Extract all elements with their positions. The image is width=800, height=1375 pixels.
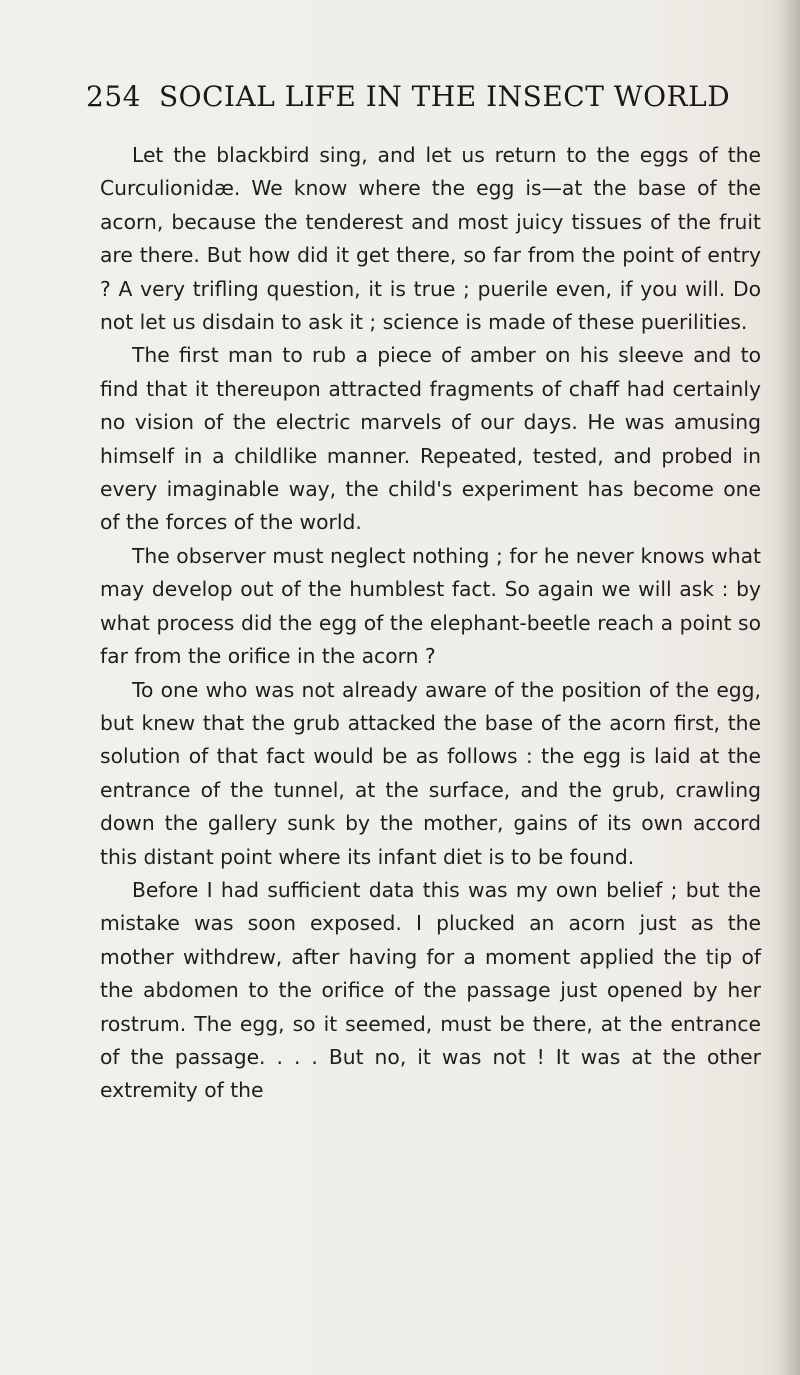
page-number: 254	[86, 80, 141, 113]
page-edge-shadow	[778, 0, 800, 1375]
body-text	[100, 139, 761, 1108]
paragraph-2: The first man to rub a piece of amber on his sleeve and to find that it thereupon attracted fragments of chaff had certainly no vision of the electric marvels of our days. He was amusing himself in a childlike manner. Repeated, tested, and probed in every imaginable way, the child's experiment has become one of the forces of the world.	[100, 343, 761, 535]
running-title: SOCIAL LIFE IN THE INSECT WORLD	[158, 80, 731, 113]
paragraph-3: The observer must neglect nothing ; for he never knows what may develop out of the humblest fact. So again we will ask : by what process did the egg of the elephant-beetle reach a point so far from the orifice in the acorn ?	[100, 543, 761, 669]
running-head	[86, 80, 746, 113]
paragraph-4: To one who was not already aware of the position of the egg, but knew that the grub attacked the base of the acorn first, the solution of that fact would be as follows : the egg is laid at the entrance of the tunnel, at the surface, and the grub, crawling down the gallery sunk by the mother, gains of its own accord this distant point where its infant diet is to be found.	[100, 677, 761, 869]
paragraph-1: Let the blackbird sing, and let us return to the eggs of the Curculionidæ. We know where the egg is—at the base of the acorn, because the tenderest and most juicy tissues of the fruit are there. But how did it get there, so far from the point of entry ? A very trifling question, it is true ; puerile even, if you will. Do not let us disdain to ask it ; science is made of these puerilities.	[100, 143, 761, 335]
paragraph-5: Before I had sufficient data this was my own belief ; but the mistake was soon exposed. I plucked an acorn just as the mother withdrew, after having for a moment applied the tip of the abdomen to the orifice of the passage just opened by her rostrum. The egg, so it seemed, must be there, at the entrance of the passage. . . . But no, it was not ! It was at the other extremity of the	[100, 877, 761, 1103]
